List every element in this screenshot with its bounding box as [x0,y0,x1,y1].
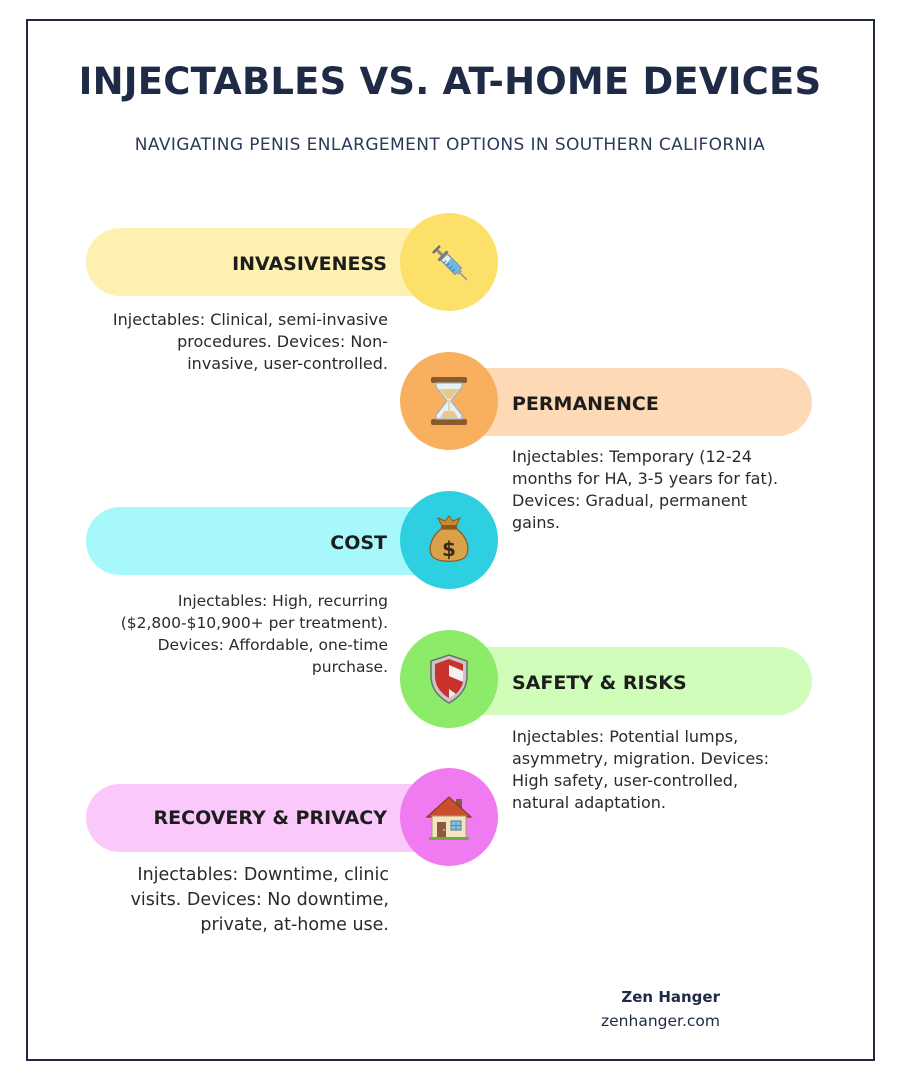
recovery-privacy-label: RECOVERY & PRIVACY [153,807,387,829]
shield-icon [427,652,471,706]
invasiveness-icon-circle [400,213,498,311]
page-title: INJECTABLES VS. AT-HOME DEVICES [78,60,822,103]
invasiveness-label: INVASIVENESS [232,253,387,275]
permanence-icon-circle [400,352,498,450]
recovery-privacy-icon-circle [400,768,498,866]
safety-risks-description: Injectables: Potential lumps, asymmetry, migration. Devices: High safety, user-controlled, natural adaptation. [512,727,769,812]
invasiveness-description: Injectables: Clinical, semi-invasive procedures. Devices: Non-invasive, user-controlled. [112,310,388,373]
svg-text:$: $ [442,537,456,561]
cost-pill [86,507,452,575]
cost-icon-circle [400,491,498,589]
recovery-privacy-description: Injectables: Downtime, clinic visits. Devices: No downtime, private, at-home use. [130,865,389,935]
page-subtitle: NAVIGATING PENIS ENLARGEMENT OPTIONS IN SOUTHERN CALIFORNIA [134,135,766,155]
hourglass-icon [424,373,474,429]
safety-risks-label: SAFETY & RISKS [512,672,687,694]
house-icon [423,791,475,843]
permanence-description: Injectables: Temporary (12-24 months for HA, 3-5 years for fat). Devices: Gradual, permanent gains. [512,447,779,532]
money-bag-icon [424,512,474,568]
permanence-label: PERMANENCE [512,393,659,415]
brand-name: Zen Hanger [621,988,720,1006]
syringe-icon [421,234,477,290]
cost-label: COST [330,532,387,554]
cost-description: Injectables: High, recurring ($2,800-$10,900+ per treatment). Devices: Affordable, one-time purchase. [120,592,388,676]
safety-risks-icon-circle [400,630,498,728]
brand-url[interactable]: zenhanger.com [601,1012,720,1030]
